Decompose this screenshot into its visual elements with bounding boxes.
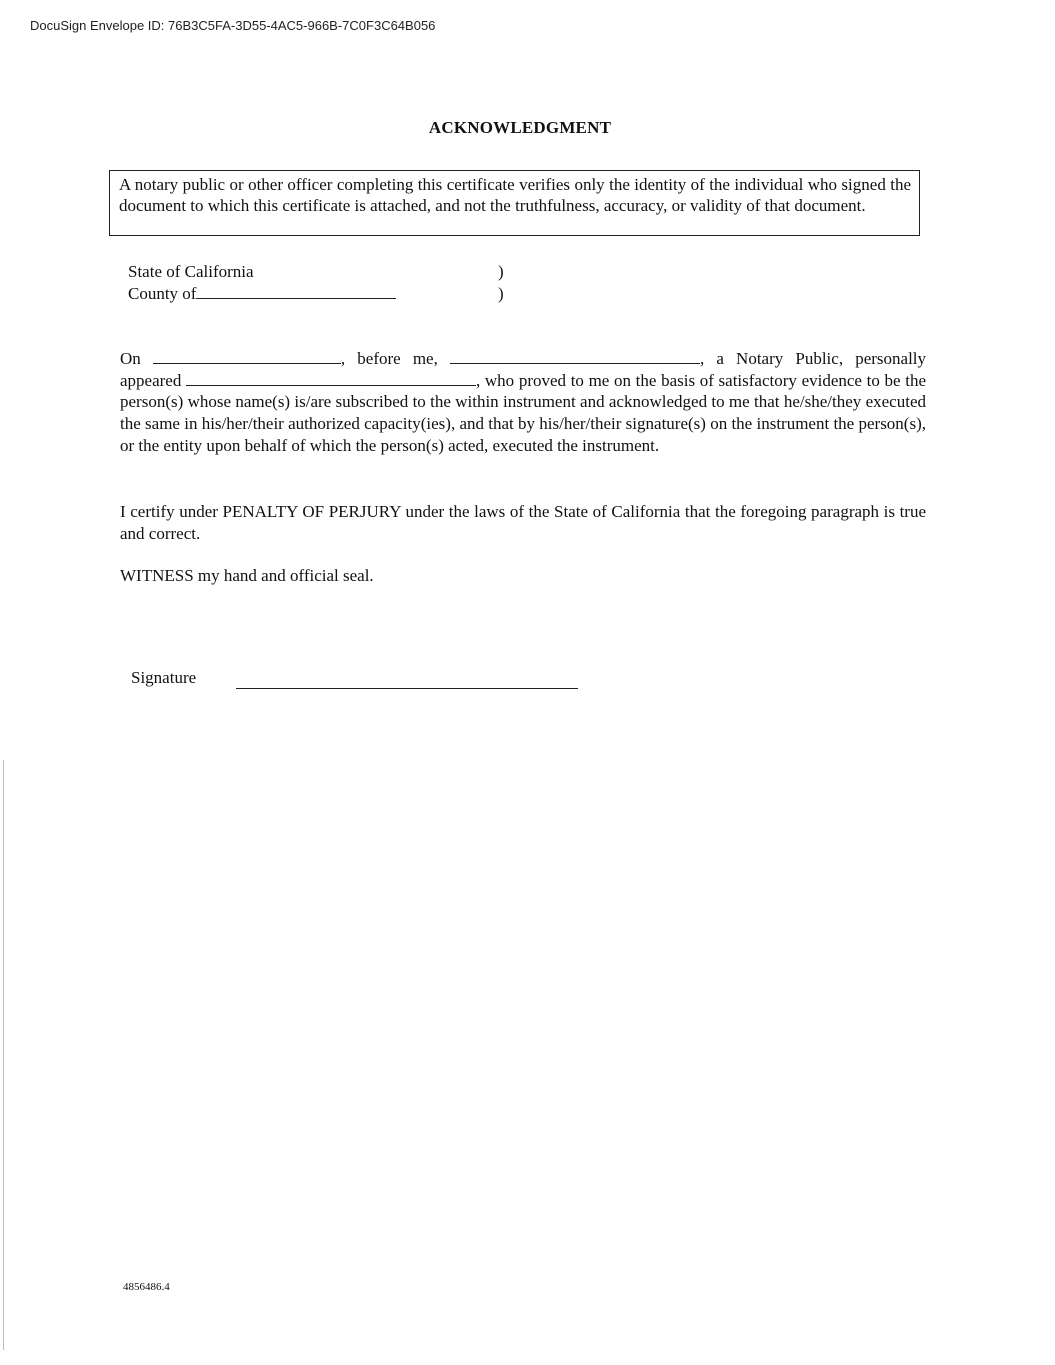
on-label: On (120, 349, 141, 368)
county-row (128, 283, 504, 305)
venue-paren: ) (498, 284, 504, 303)
state-row (128, 261, 504, 283)
appeared-label: appeared (120, 370, 182, 390)
witness-line: WITNESS my hand and official seal. (120, 566, 374, 585)
acknowledgment-paragraph (120, 348, 926, 457)
venue-paren: ) (498, 262, 504, 281)
venue-block (128, 261, 504, 305)
scan-margin-line (3, 760, 4, 1350)
before-me-label: , before me, (340, 349, 438, 368)
state-label: State of California (128, 262, 254, 281)
notary-notice-box: A notary public or other officer completing this certificate verifies only the identity of the individual who signed the document to which this certificate is attached, and not the truthfulness, accuracy, or validity of that document. (109, 170, 920, 236)
appeared-name-blank[interactable] (186, 370, 476, 386)
notary-name-blank[interactable] (450, 348, 700, 364)
proved-label: , who proved to me on the basis of satisfactory evidence to (476, 370, 880, 390)
county-label: County of (128, 284, 197, 303)
date-blank[interactable] (153, 348, 341, 364)
county-blank[interactable] (196, 283, 396, 299)
certify-paragraph: I certify under PENALTY OF PERJURY under the laws of the State of California that the foregoing paragraph is true and correct. (120, 502, 926, 543)
notary-public-label: , a Notary Public, personally (700, 349, 927, 368)
page-title: ACKNOWLEDGMENT (428, 118, 612, 137)
signature-label: Signature (131, 668, 197, 687)
docusign-envelope-id: DocuSign Envelope ID: 76B3C5FA-3D55-4AC5-966B-7C0F3C64B056 (30, 18, 436, 33)
document-number: 4856486.4 (123, 1281, 170, 1293)
acknowledgment-body: be the person(s) whose name(s) is/are subscribed to the within instrument and acknowledged to me that he/she/they executed the same in his/her/their authorized capacity(ies), and that by his/her/their signature(s) on the instrument the person(s), or the entity upon behalf of which the person(s) acted, executed the instrument. (120, 370, 926, 455)
signature-line[interactable] (236, 688, 578, 689)
